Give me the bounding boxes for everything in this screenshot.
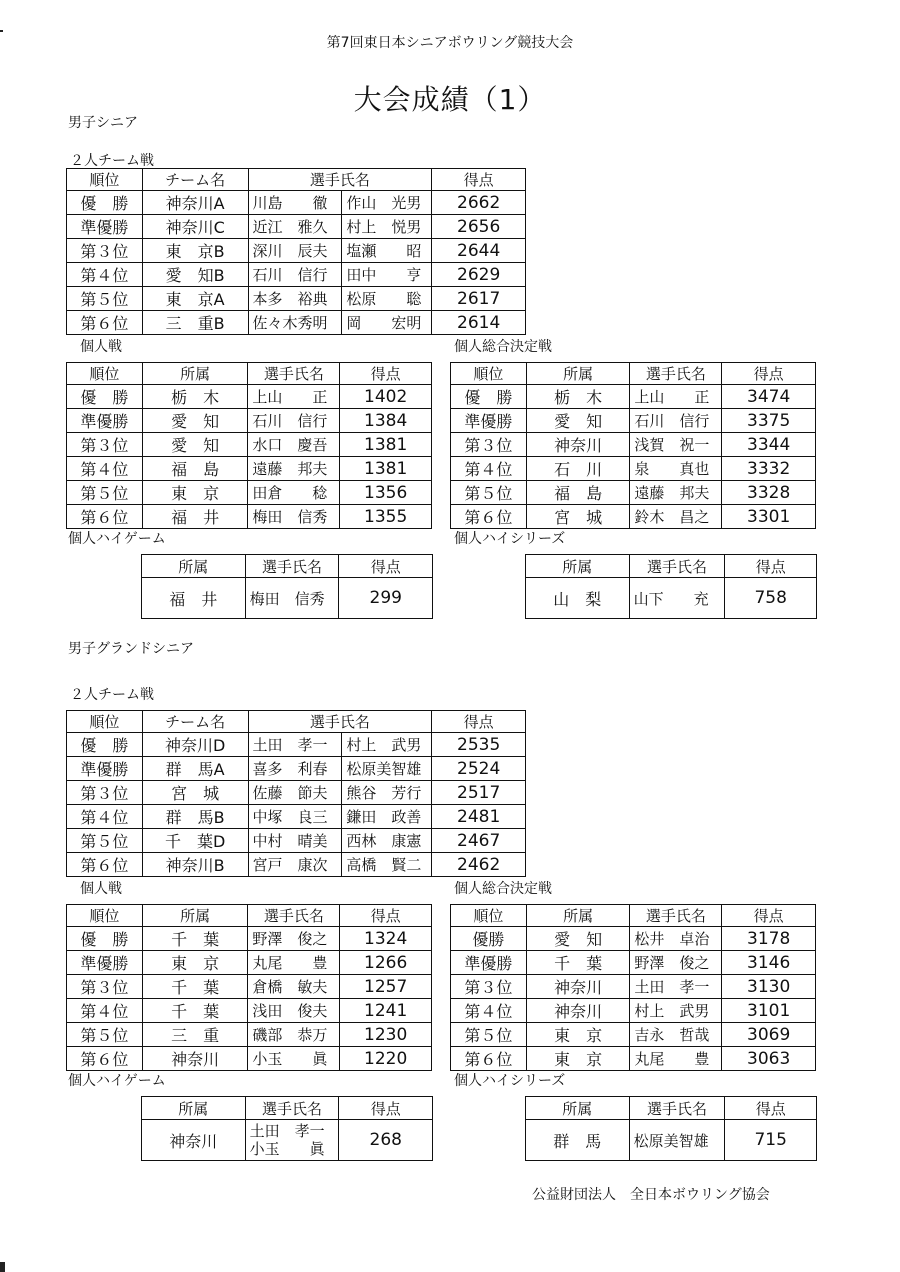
affiliation-cell: 三 重 (142, 1023, 248, 1047)
affiliation-cell: 千 葉 (142, 975, 248, 999)
score-cell: 1220 (340, 1047, 432, 1071)
score-cell: 2644 (432, 239, 526, 263)
rank-cell: 第４位 (451, 999, 527, 1023)
table-row (67, 757, 526, 781)
player-cell: 浅田 俊夫 (248, 999, 340, 1023)
score-cell: 2629 (432, 263, 526, 287)
header-team: チーム名 (142, 169, 248, 191)
header-players: 選手氏名 (245, 555, 339, 578)
score-cell: 1356 (340, 481, 432, 505)
player-cell: 磯部 恭万 (248, 1023, 340, 1047)
affiliation-cell: 東 京 (142, 951, 248, 975)
table-row (67, 1023, 432, 1047)
player-cell: 小玉 眞 (248, 1047, 340, 1071)
player-cell: 浅賀 祝一 (630, 433, 722, 457)
header-affiliation: 所属 (526, 363, 630, 385)
score-cell: 2617 (432, 287, 526, 311)
rank-cell: 第３位 (67, 433, 143, 457)
player-cell: 佐藤 節夫 (248, 781, 342, 805)
high-series-label: 個人ハイシリーズ (454, 531, 566, 547)
header-score: 得点 (722, 905, 816, 927)
table-row (451, 1047, 816, 1071)
score-cell: 1381 (340, 457, 432, 481)
player-cell: 喜多 利春 (248, 757, 342, 781)
table-row (451, 927, 816, 951)
rank-cell: 第４位 (67, 457, 143, 481)
player-cell: 岡 宏明 (342, 311, 432, 335)
player-cell: 西林 康憲 (342, 829, 432, 853)
table-row (451, 481, 816, 505)
score-cell: 2614 (432, 311, 526, 335)
team-cell: 東 京A (142, 287, 248, 311)
affiliation-cell: 群 馬 (526, 1120, 630, 1161)
table-row (67, 805, 526, 829)
player-cell: 村上 武男 (342, 733, 432, 757)
table-row (67, 409, 432, 433)
player-cell: 鎌田 政善 (342, 805, 432, 829)
score-cell: 1355 (340, 505, 432, 529)
rank-cell: 準優勝 (67, 215, 143, 239)
player-cell: 山下 充 (629, 578, 725, 619)
player-cell (245, 1120, 339, 1161)
header-affiliation: 所属 (526, 905, 630, 927)
score-cell: 3063 (722, 1047, 816, 1071)
table-row (67, 385, 432, 409)
score-cell: 3301 (722, 505, 816, 529)
player-cell: 遠藤 邦夫 (248, 457, 340, 481)
score-cell: 2481 (432, 805, 526, 829)
rank-cell: 第３位 (67, 239, 143, 263)
high-game-table (141, 1096, 433, 1161)
rank-cell: 第６位 (451, 505, 527, 529)
table-row (451, 505, 816, 529)
header-affiliation: 所属 (142, 1097, 246, 1120)
affiliation-cell: 栃 木 (526, 385, 630, 409)
table-row (67, 433, 432, 457)
all-events-results-table (450, 362, 816, 529)
player-cell: 丸尾 豊 (630, 1047, 722, 1071)
affiliation-cell: 神奈川 (142, 1120, 246, 1161)
rank-cell: 第５位 (67, 829, 143, 853)
rank-cell: 第６位 (67, 311, 143, 335)
player-cell: 松井 卓治 (630, 927, 722, 951)
table-row (451, 433, 816, 457)
high-game-label: 個人ハイゲーム (68, 1073, 166, 1089)
rank-cell: 準優勝 (451, 951, 527, 975)
player-name: 土田 孝一 (249, 1122, 325, 1140)
player-cell: 野澤 俊之 (248, 927, 340, 951)
rank-cell: 第４位 (67, 263, 143, 287)
rank-cell: 第５位 (67, 287, 143, 311)
score-cell: 299 (339, 578, 433, 619)
rank-cell: 第６位 (67, 1047, 143, 1071)
affiliation-cell: 神奈川 (526, 433, 630, 457)
player-cell: 上山 正 (630, 385, 722, 409)
player-cell: 松原 聡 (342, 287, 432, 311)
rank-cell: 第６位 (67, 853, 143, 877)
player-cell: 梅田 信秀 (248, 505, 340, 529)
player-cell: 熊谷 芳行 (342, 781, 432, 805)
high-series-table (525, 554, 817, 619)
header-players: 選手氏名 (248, 363, 340, 385)
table-row (67, 829, 526, 853)
player-cell: 中塚 良三 (248, 805, 342, 829)
score-cell: 715 (725, 1120, 817, 1161)
player-cell: 石川 信行 (248, 409, 340, 433)
table-header-row (451, 905, 816, 927)
header-players: 選手氏名 (630, 363, 722, 385)
table-row (67, 733, 526, 757)
table-row (451, 409, 816, 433)
rank-cell: 優 勝 (67, 927, 143, 951)
high-game-table (141, 554, 433, 619)
table-row (67, 239, 526, 263)
rank-cell: 第４位 (67, 999, 143, 1023)
player-cell: 宮戸 康次 (248, 853, 342, 877)
score-cell: 1384 (340, 409, 432, 433)
table-row (526, 578, 817, 619)
table-row (67, 951, 432, 975)
team-cell: 宮 城 (142, 781, 248, 805)
individual-results-table (66, 362, 432, 529)
header-players: 選手氏名 (630, 905, 722, 927)
high-game-label: 個人ハイゲーム (68, 531, 166, 547)
high-series-table (525, 1096, 817, 1161)
score-cell: 1381 (340, 433, 432, 457)
score-cell: 1230 (340, 1023, 432, 1047)
rank-cell: 優 勝 (67, 733, 143, 757)
player-cell: 石川 信行 (248, 263, 342, 287)
table-row (451, 999, 816, 1023)
team-cell: 群 馬A (142, 757, 248, 781)
rank-cell: 準優勝 (67, 757, 143, 781)
header-score: 得点 (340, 363, 432, 385)
score-cell: 1402 (340, 385, 432, 409)
player-cell: 丸尾 豊 (248, 951, 340, 975)
player-cell: 土田 孝一 (248, 733, 342, 757)
team-cell: 神奈川C (142, 215, 248, 239)
player-cell: 本多 裕典 (248, 287, 342, 311)
score-cell: 1324 (340, 927, 432, 951)
team-cell: 神奈川A (142, 191, 248, 215)
affiliation-cell: 東 京 (526, 1023, 630, 1047)
player-cell: 水口 慶吾 (248, 433, 340, 457)
player-cell: 梅田 信秀 (245, 578, 339, 619)
header-rank: 順位 (67, 905, 143, 927)
table-row (526, 1120, 817, 1161)
player-cell: 田中 亨 (342, 263, 432, 287)
player-cell: 石川 信行 (630, 409, 722, 433)
table-row (451, 951, 816, 975)
rank-cell: 第３位 (451, 433, 527, 457)
rank-cell: 第５位 (67, 1023, 143, 1047)
header-score: 得点 (339, 555, 433, 578)
header-team: チーム名 (142, 711, 248, 733)
rank-cell: 準優勝 (67, 409, 143, 433)
affiliation-cell: 福 島 (526, 481, 630, 505)
scan-edge-mark (0, 1262, 5, 1272)
player-cell: 倉橋 敏夫 (248, 975, 340, 999)
team-event-label: ２人チーム戦 (70, 687, 154, 703)
table-header-row (526, 1097, 817, 1120)
table-header-row (142, 555, 433, 578)
team-cell: 神奈川D (142, 733, 248, 757)
header-rank: 順位 (67, 169, 143, 191)
rank-cell: 優勝 (451, 927, 527, 951)
affiliation-cell: 千 葉 (142, 999, 248, 1023)
affiliation-cell: 千 葉 (526, 951, 630, 975)
score-cell: 3178 (722, 927, 816, 951)
rank-cell: 優 勝 (451, 385, 527, 409)
table-row (67, 853, 526, 877)
header-players: 選手氏名 (629, 555, 725, 578)
affiliation-cell: 千 葉 (142, 927, 248, 951)
score-cell: 2656 (432, 215, 526, 239)
player-cell: 土田 孝一 (630, 975, 722, 999)
header-score: 得点 (725, 555, 817, 578)
player-cell: 村上 武男 (630, 999, 722, 1023)
player-cell: 泉 真也 (630, 457, 722, 481)
affiliation-cell: 福 井 (142, 578, 246, 619)
table-row (142, 1120, 433, 1161)
event-title: 第7回東日本シニアボウリング競技大会 (326, 35, 574, 51)
score-cell: 2517 (432, 781, 526, 805)
header-players: 選手氏名 (248, 905, 340, 927)
table-row (451, 457, 816, 481)
score-cell: 3375 (722, 409, 816, 433)
individual-label: 個人戦 (80, 339, 122, 355)
score-cell: 1266 (340, 951, 432, 975)
score-cell: 2535 (432, 733, 526, 757)
score-cell: 2467 (432, 829, 526, 853)
table-header-row (451, 363, 816, 385)
affiliation-cell: 東 京 (142, 481, 248, 505)
table-header-row (67, 711, 526, 733)
header-score: 得点 (432, 169, 526, 191)
section-title: 男子シニア (68, 115, 138, 131)
table-row (67, 481, 432, 505)
rank-cell: 第４位 (451, 457, 527, 481)
affiliation-cell: 福 島 (142, 457, 248, 481)
header-players: 選手氏名 (629, 1097, 725, 1120)
table-header-row (142, 1097, 433, 1120)
player-cell: 塩瀬 昭 (342, 239, 432, 263)
score-cell: 1241 (340, 999, 432, 1023)
rank-cell: 第６位 (451, 1047, 527, 1071)
rank-cell: 準優勝 (451, 409, 527, 433)
player-cell: 近江 雅久 (248, 215, 342, 239)
header-score: 得点 (432, 711, 526, 733)
player-cell: 佐々木秀明 (248, 311, 342, 335)
affiliation-cell: 宮 城 (526, 505, 630, 529)
all-events-label: 個人総合決定戦 (454, 881, 552, 897)
table-row (142, 578, 433, 619)
player-cell: 松原美智雄 (629, 1120, 725, 1161)
table-row (67, 215, 526, 239)
affiliation-cell: 神奈川 (142, 1047, 248, 1071)
player-cell: 松原美智雄 (342, 757, 432, 781)
team-cell: 神奈川B (142, 853, 248, 877)
rank-cell: 第３位 (67, 781, 143, 805)
affiliation-cell: 福 井 (142, 505, 248, 529)
header-affiliation: 所属 (526, 555, 630, 578)
rank-cell: 第３位 (451, 975, 527, 999)
section-title: 男子グランドシニア (68, 641, 194, 657)
affiliation-cell: 石 川 (526, 457, 630, 481)
player-cell: 川島 徹 (248, 191, 342, 215)
player-cell: 遠藤 邦夫 (630, 481, 722, 505)
team-results-table (66, 710, 526, 877)
header-rank: 順位 (67, 363, 143, 385)
rank-cell: 第６位 (67, 505, 143, 529)
score-cell: 3069 (722, 1023, 816, 1047)
table-row (67, 191, 526, 215)
table-row (67, 999, 432, 1023)
score-cell: 3101 (722, 999, 816, 1023)
team-cell: 愛 知B (142, 263, 248, 287)
score-cell: 2662 (432, 191, 526, 215)
player-cell: 村上 悦男 (342, 215, 432, 239)
player-cell: 鈴木 昌之 (630, 505, 722, 529)
rank-cell: 第５位 (67, 481, 143, 505)
rank-cell: 第５位 (451, 1023, 527, 1047)
player-cell: 中村 晴美 (248, 829, 342, 853)
table-row (451, 975, 816, 999)
header-players: 選手氏名 (248, 169, 432, 191)
header-affiliation: 所属 (142, 905, 248, 927)
team-cell: 三 重B (142, 311, 248, 335)
header-affiliation: 所属 (526, 1097, 630, 1120)
team-cell: 群 馬B (142, 805, 248, 829)
score-cell: 2524 (432, 757, 526, 781)
header-rank: 順位 (67, 711, 143, 733)
player-cell: 吉永 哲哉 (630, 1023, 722, 1047)
player-name: 小玉 眞 (249, 1140, 325, 1158)
score-cell: 3328 (722, 481, 816, 505)
individual-results-table (66, 904, 432, 1071)
organization-footer: 公益財団法人 全日本ボウリング協会 (532, 1187, 770, 1203)
header-score: 得点 (722, 363, 816, 385)
all-events-label: 個人総合決定戦 (454, 339, 552, 355)
player-cell: 田倉 稔 (248, 481, 340, 505)
affiliation-cell: 愛 知 (142, 409, 248, 433)
table-row (67, 311, 526, 335)
table-header-row (526, 555, 817, 578)
affiliation-cell: 神奈川 (526, 999, 630, 1023)
score-cell: 1257 (340, 975, 432, 999)
table-header-row (67, 905, 432, 927)
score-cell: 3146 (722, 951, 816, 975)
individual-label: 個人戦 (80, 881, 122, 897)
score-cell: 758 (725, 578, 817, 619)
header-rank: 順位 (451, 363, 527, 385)
team-results-table (66, 168, 526, 335)
header-rank: 順位 (451, 905, 527, 927)
header-affiliation: 所属 (142, 555, 246, 578)
affiliation-cell: 愛 知 (526, 927, 630, 951)
player-cell: 作山 光男 (342, 191, 432, 215)
table-row (67, 505, 432, 529)
header-score: 得点 (339, 1097, 433, 1120)
header-affiliation: 所属 (142, 363, 248, 385)
score-cell: 3344 (722, 433, 816, 457)
all-events-results-table (450, 904, 816, 1071)
header-players: 選手氏名 (245, 1097, 339, 1120)
header-score: 得点 (340, 905, 432, 927)
table-row (67, 287, 526, 311)
affiliation-cell: 愛 知 (526, 409, 630, 433)
table-row (451, 1023, 816, 1047)
table-header-row (67, 169, 526, 191)
header-score: 得点 (725, 1097, 817, 1120)
rank-cell: 優 勝 (67, 191, 143, 215)
table-row (67, 457, 432, 481)
affiliation-cell: 愛 知 (142, 433, 248, 457)
header-players: 選手氏名 (248, 711, 432, 733)
high-series-label: 個人ハイシリーズ (454, 1073, 566, 1089)
table-row (67, 263, 526, 287)
score-cell: 268 (339, 1120, 433, 1161)
player-cell: 深川 辰夫 (248, 239, 342, 263)
rank-cell: 優 勝 (67, 385, 143, 409)
affiliation-cell: 栃 木 (142, 385, 248, 409)
player-cell: 高橋 賢二 (342, 853, 432, 877)
affiliation-cell: 東 京 (526, 1047, 630, 1071)
team-cell: 千 葉D (142, 829, 248, 853)
team-cell: 東 京B (142, 239, 248, 263)
score-cell: 3130 (722, 975, 816, 999)
table-row (67, 1047, 432, 1071)
table-row (67, 781, 526, 805)
table-row (67, 975, 432, 999)
score-cell: 3474 (722, 385, 816, 409)
table-row (451, 385, 816, 409)
rank-cell: 第５位 (451, 481, 527, 505)
score-cell: 2462 (432, 853, 526, 877)
rank-cell: 第４位 (67, 805, 143, 829)
player-cell: 野澤 俊之 (630, 951, 722, 975)
table-row (67, 927, 432, 951)
affiliation-cell: 神奈川 (526, 975, 630, 999)
team-event-label: ２人チーム戦 (70, 153, 154, 169)
player-cell: 上山 正 (248, 385, 340, 409)
score-cell: 3332 (722, 457, 816, 481)
rank-cell: 第３位 (67, 975, 143, 999)
rank-cell: 準優勝 (67, 951, 143, 975)
table-header-row (67, 363, 432, 385)
page-title: 大会成績（1） (353, 83, 547, 116)
affiliation-cell: 山 梨 (526, 578, 630, 619)
